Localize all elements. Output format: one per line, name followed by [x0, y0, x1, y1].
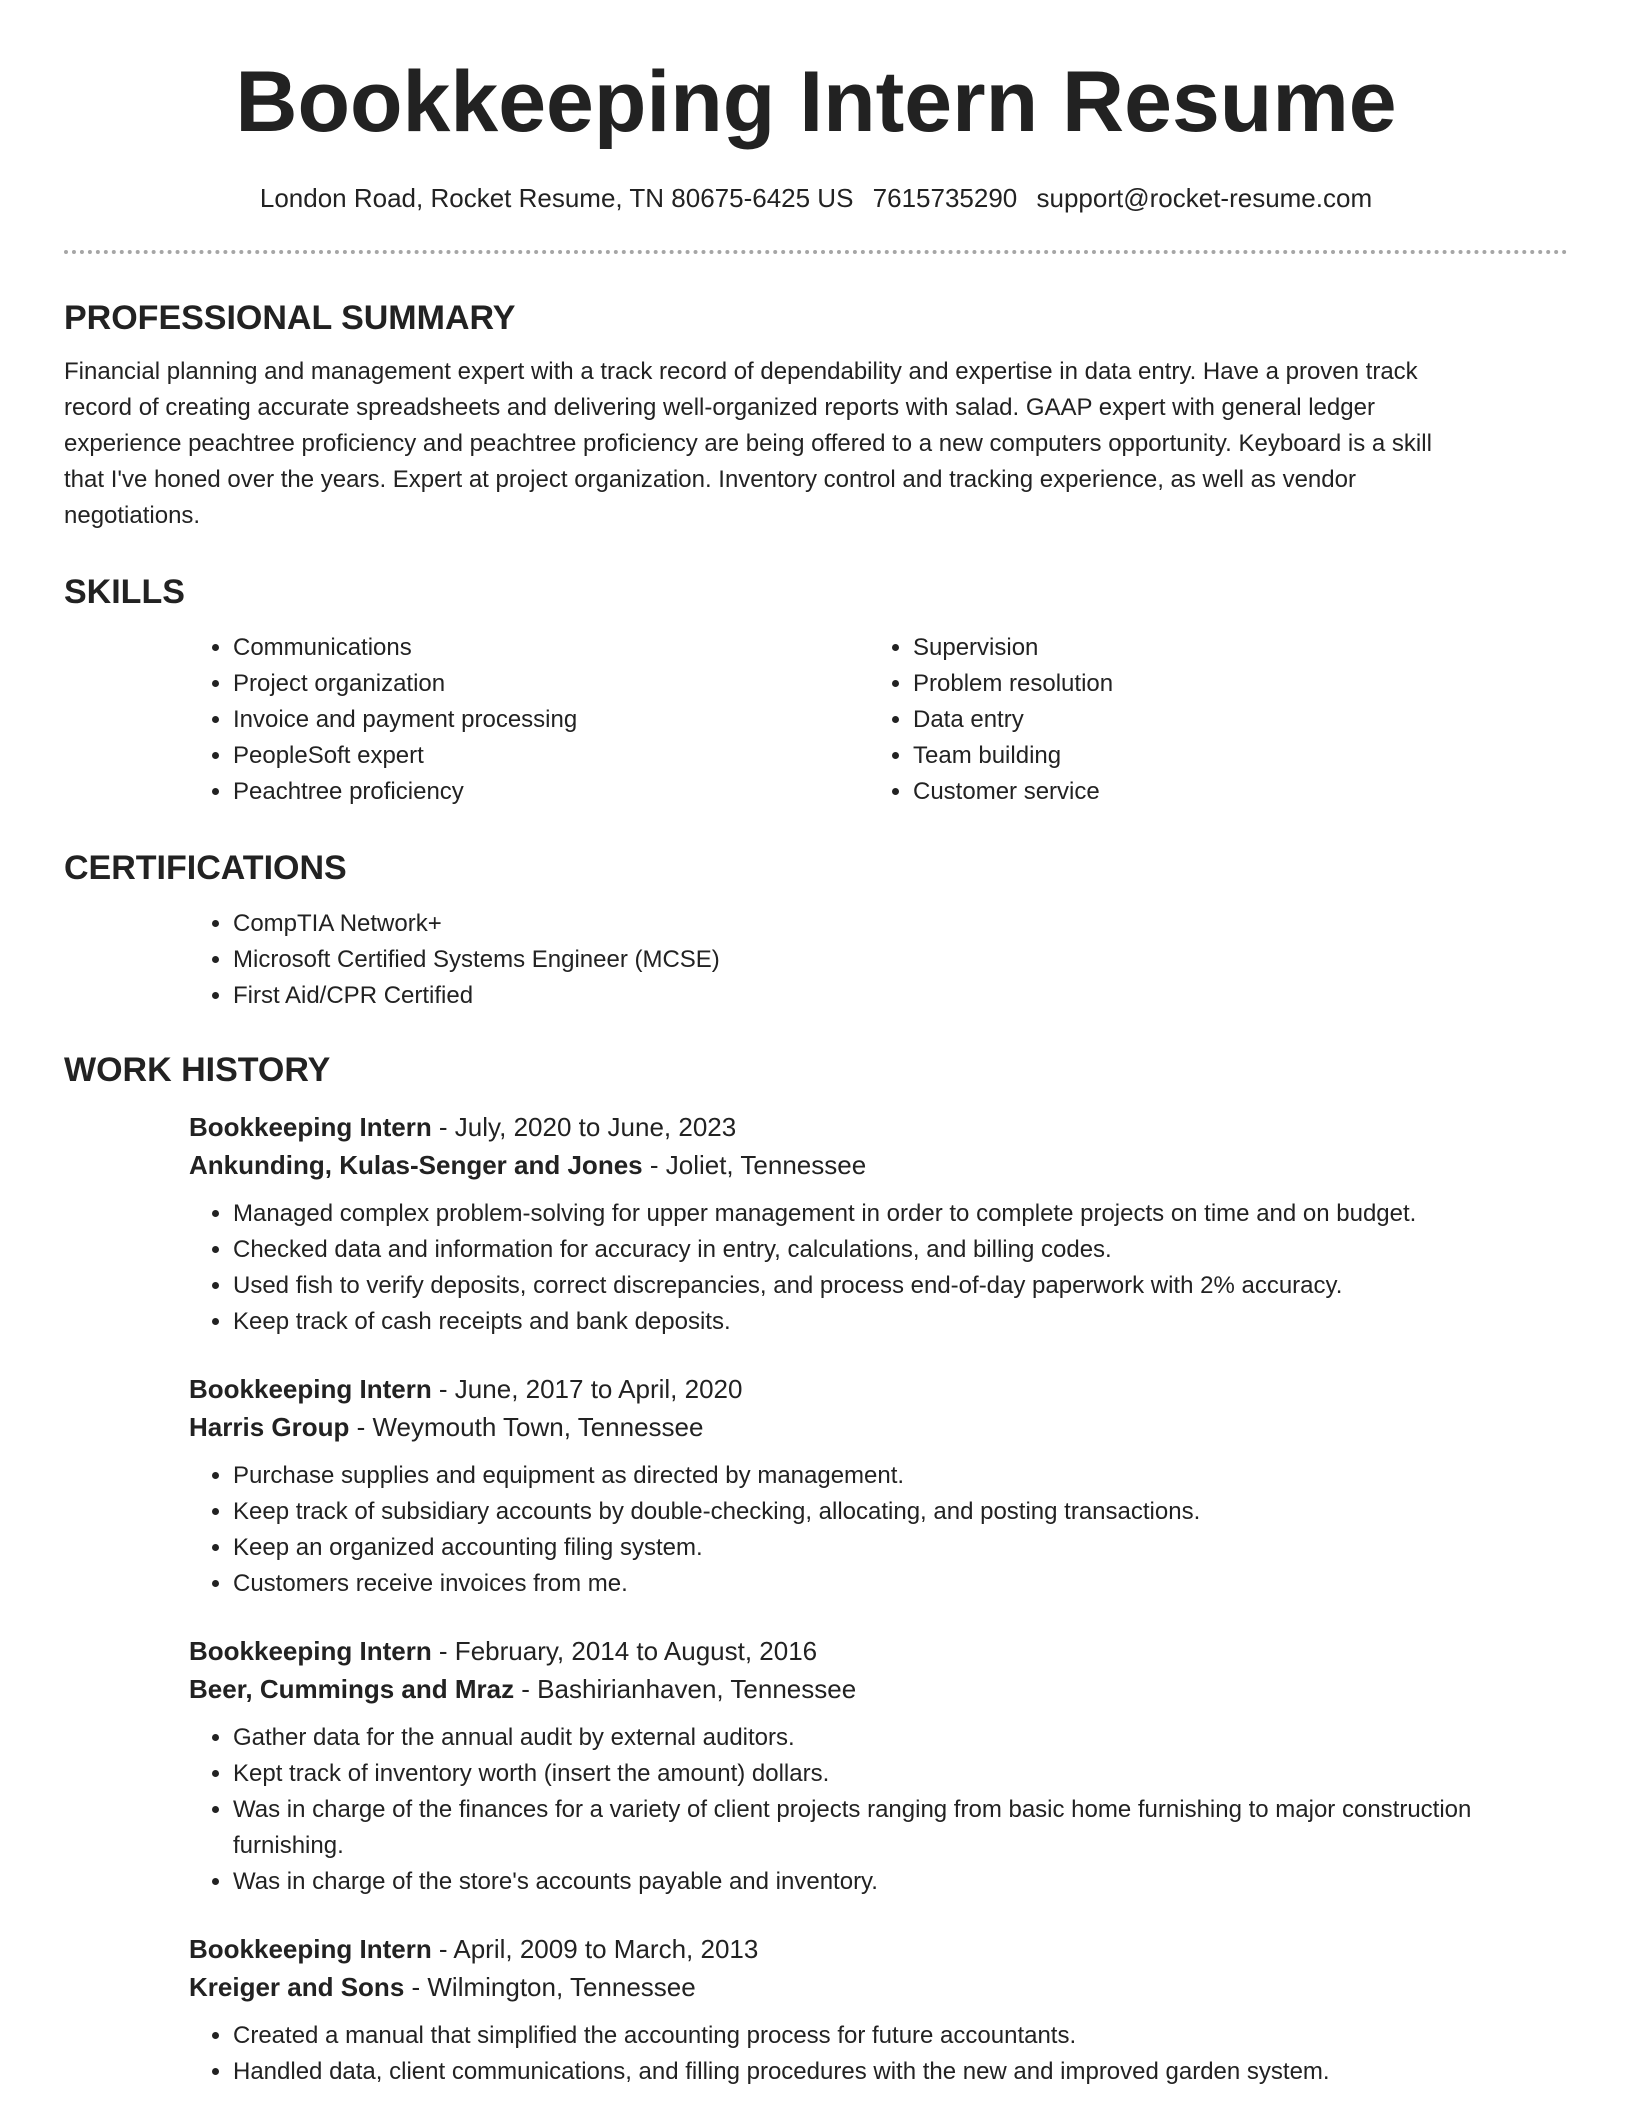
job-title-line [189, 1632, 1568, 1670]
work-history-heading: WORK HISTORY [64, 1051, 331, 1089]
contact-email: support@rocket-resume.com [1036, 183, 1373, 213]
skills-column-right [869, 630, 1549, 810]
job-bullet: • Keep an organized accounting filing system. [233, 1530, 1568, 1566]
job-company: Ankunding, Kulas-Senger and Jones [189, 1150, 643, 1180]
job-company: Beer, Cummings and Mraz [189, 1674, 515, 1704]
summary-heading: PROFESSIONAL SUMMARY [64, 299, 516, 337]
skill-item: • Invoice and payment processing [233, 702, 869, 738]
job-bullet: • Purchase supplies and equipment as directed by management. [233, 1458, 1568, 1494]
certification-item: • Microsoft Certified Systems Engineer (MCSE) [233, 942, 1568, 978]
job-bullet: • Kept track of inventory worth (insert the amount) dollars. [233, 1756, 1568, 1792]
job-location: - Joliet, Tennessee [642, 1150, 867, 1180]
job-company: Kreiger and Sons [189, 1972, 405, 2002]
job-dates: - February, 2014 to August, 2016 [431, 1636, 818, 1666]
job-bullet: • Customers receive invoices from me. [233, 1566, 1568, 1602]
skill-item: • Communications [233, 630, 869, 666]
job-dates: - July, 2020 to June, 2023 [431, 1112, 737, 1142]
certifications-list [189, 906, 1568, 1014]
skills-column-left [189, 630, 869, 810]
job-location: - Weymouth Town, Tennessee [349, 1412, 704, 1442]
job-bullet: • Keep track of cash receipts and bank deposits. [233, 1304, 1568, 1340]
job-bullet: • Keep track of subsidiary accounts by double-checking, allocating, and posting transactions. [233, 1494, 1568, 1530]
job-dates: - June, 2017 to April, 2020 [431, 1374, 743, 1404]
certifications-section [64, 846, 1568, 1014]
job-bullet: • Gather data for the annual audit by external auditors. [233, 1720, 1568, 1756]
job-entry [189, 1108, 1568, 1340]
job-role: Bookkeeping Intern [189, 1112, 432, 1142]
job-company-line [189, 1408, 1568, 1446]
skills-grid [189, 630, 1568, 810]
job-company-line [189, 1968, 1568, 2006]
job-bullet: • Was in charge of the finances for a variety of client projects ranging from basic home furnishing to major construction furnishing. [233, 1792, 1568, 1864]
skill-item: • Customer service [913, 774, 1549, 810]
job-entry [189, 1370, 1568, 1602]
job-title-line [189, 1370, 1568, 1408]
job-location: - Bashirianhaven, Tennessee [514, 1674, 857, 1704]
job-company-line [189, 1146, 1568, 1184]
certification-item: • First Aid/CPR Certified [233, 978, 1568, 1014]
skills-heading: SKILLS [64, 573, 185, 611]
summary-text: Financial planning and management expert with a track record of dependability and expertise in data entry. Have a proven track record of creating accurate spreadsheets and delivering well-organized reports with salad. GAAP expert with general ledger experience peachtree proficiency and peachtree proficiency are being offered to a new computers opportunity. Keyboard is a skill that I've honed over the years. Expert at project organization. Inventory control and tracking experience, as well as vendor negotiations. [64, 358, 1432, 529]
header-divider [64, 250, 1568, 254]
job-company-line [189, 1670, 1568, 1708]
job-bullet: • Created a manual that simplified the accounting process for future accountants. [233, 2018, 1568, 2054]
certification-item: • CompTIA Network+ [233, 906, 1568, 942]
job-bullet: • Checked data and information for accuracy in entry, calculations, and billing codes. [233, 1232, 1568, 1268]
job-location: - Wilmington, Tennessee [404, 1972, 696, 2002]
job-role: Bookkeeping Intern [189, 1934, 432, 1964]
skill-item: • Problem resolution [913, 666, 1549, 702]
skill-item: • Team building [913, 738, 1549, 774]
skill-item: • Project organization [233, 666, 869, 702]
work-history-section [64, 1048, 1568, 2090]
certifications-heading: CERTIFICATIONS [64, 849, 347, 887]
job-title-line [189, 1930, 1568, 1968]
resume-title: Bookkeeping Intern Resume [235, 54, 1397, 150]
job-role: Bookkeeping Intern [189, 1374, 432, 1404]
skill-item: • Peachtree proficiency [233, 774, 869, 810]
job-bullet: • Was in charge of the store's accounts payable and inventory. [233, 1864, 1568, 1900]
summary-section [64, 296, 1568, 534]
skill-item: • Supervision [913, 630, 1549, 666]
contact-line [0, 180, 1632, 216]
job-dates: - April, 2009 to March, 2013 [431, 1934, 759, 1964]
job-entry [189, 1930, 1568, 2090]
job-title-line [189, 1108, 1568, 1146]
contact-phone: 7615735290 [872, 183, 1018, 213]
job-bullet: • Used fish to verify deposits, correct discrepancies, and process end-of-day paperwork with 2% accuracy. [233, 1268, 1568, 1304]
job-company: Harris Group [189, 1412, 350, 1442]
job-role: Bookkeeping Intern [189, 1636, 432, 1666]
skill-item: • Data entry [913, 702, 1549, 738]
contact-address: London Road, Rocket Resume, TN 80675-6425 US [259, 183, 854, 213]
job-bullet: • Handled data, client communications, and filling procedures with the new and improved garden system. [233, 2054, 1568, 2090]
job-entry [189, 1632, 1568, 1900]
skill-item: • PeopleSoft expert [233, 738, 869, 774]
job-bullet: • Managed complex problem-solving for upper management in order to complete projects on time and on budget. [233, 1196, 1568, 1232]
skills-section [64, 570, 1568, 810]
